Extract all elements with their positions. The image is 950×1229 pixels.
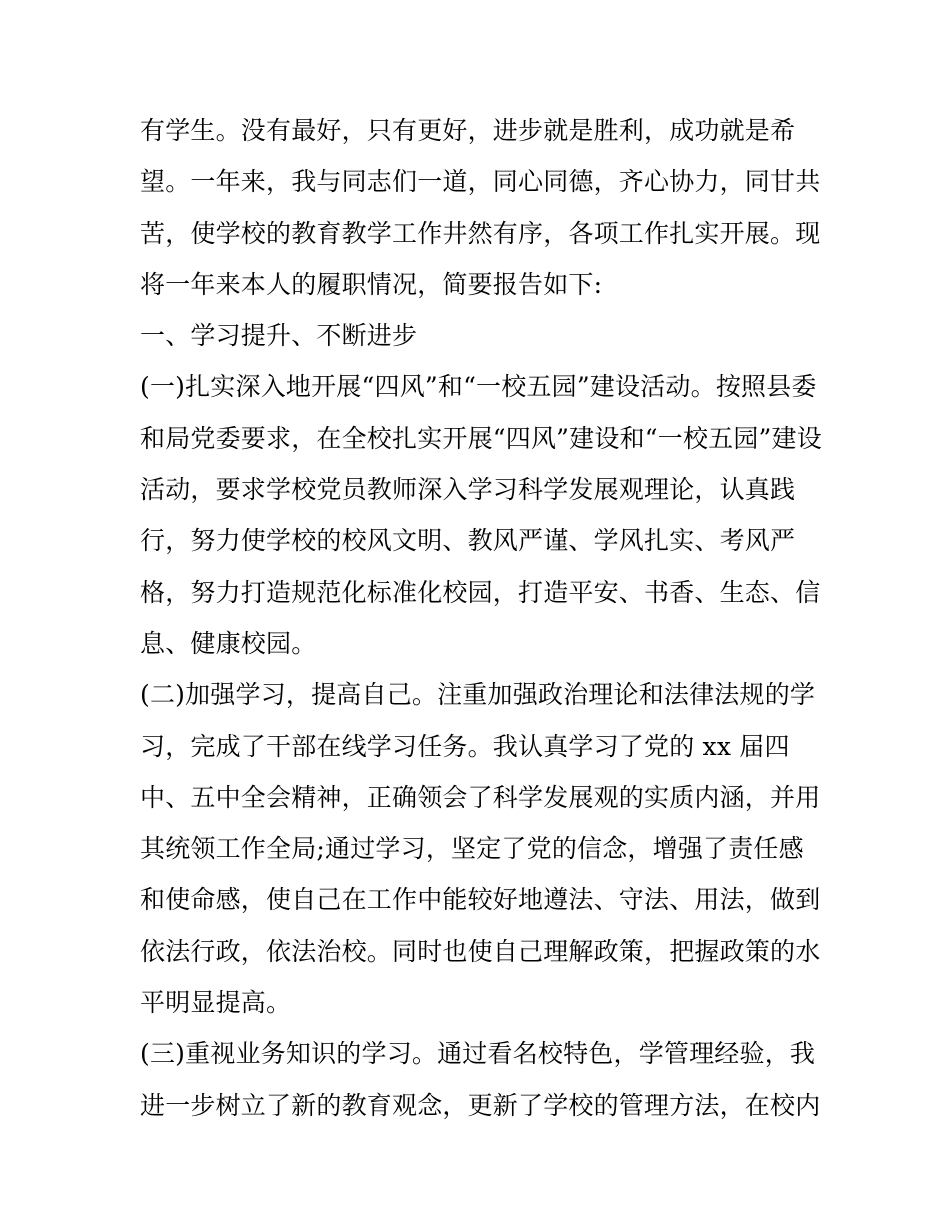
text-line: 息、健康校园。 [140,628,317,658]
text-line: 和使命感，使自己在工作中能较好地遵法、守法、用法，做到 [140,885,821,915]
text-line: 行，努力使学校的校风文明、教风严谨、学风扎实、考风严 [140,526,796,556]
text-line: 依法行政，依法治校。同时也使自己理解政策，把握政策的水 [140,936,821,966]
text-line: 进一步树立了新的教育观念，更新了学校的管理方法，在校内 [140,1090,821,1120]
text-line: 有学生。没有最好，只有更好，进步就是胜利，成功就是希 [140,116,796,145]
document-body [140,105,830,1131]
section-heading: 一、学习提升、不断进步 [140,321,418,351]
text-line: 习，完成了干部在线学习任务。我认真学习了党的 xx 届四 [140,731,790,761]
text-line: 活动，要求学校党员教师深入学习科学发展观理论，认真践 [140,475,796,505]
text-line: 苦，使学校的教育教学工作井然有序，各项工作扎实开展。现 [140,218,821,248]
text-line: 平明显提高。 [140,988,292,1018]
text-line: (一)扎实深入地开展“四风”和“一校五园”建设活动。按照县委 [140,372,817,402]
text-line: 望。一年来，我与同志们一道，同心同德，齐心协力，同甘共 [140,167,821,197]
text-line: 格，努力打造规范化标准化校园，打造平安、书香、生态、信 [140,577,821,607]
text-line: 将一年来本人的履职情况，简要报告如下: [140,269,603,299]
text-line: 和局党委要求，在全校扎实开展“四风”建设和“一校五园”建设 [140,423,822,453]
text-line: (三)重视业务知识的学习。通过看名校特色，学管理经验，我 [140,1039,816,1069]
text-line: 中、五中全会精神，正确领会了科学发展观的实质内涵，并用 [140,782,821,812]
text-line: 其统领工作全局;通过学习，坚定了党的信念，增强了责任感 [140,834,804,864]
text-line: (二)加强学习，提高自己。注重加强政治理论和法律法规的学 [140,680,816,710]
